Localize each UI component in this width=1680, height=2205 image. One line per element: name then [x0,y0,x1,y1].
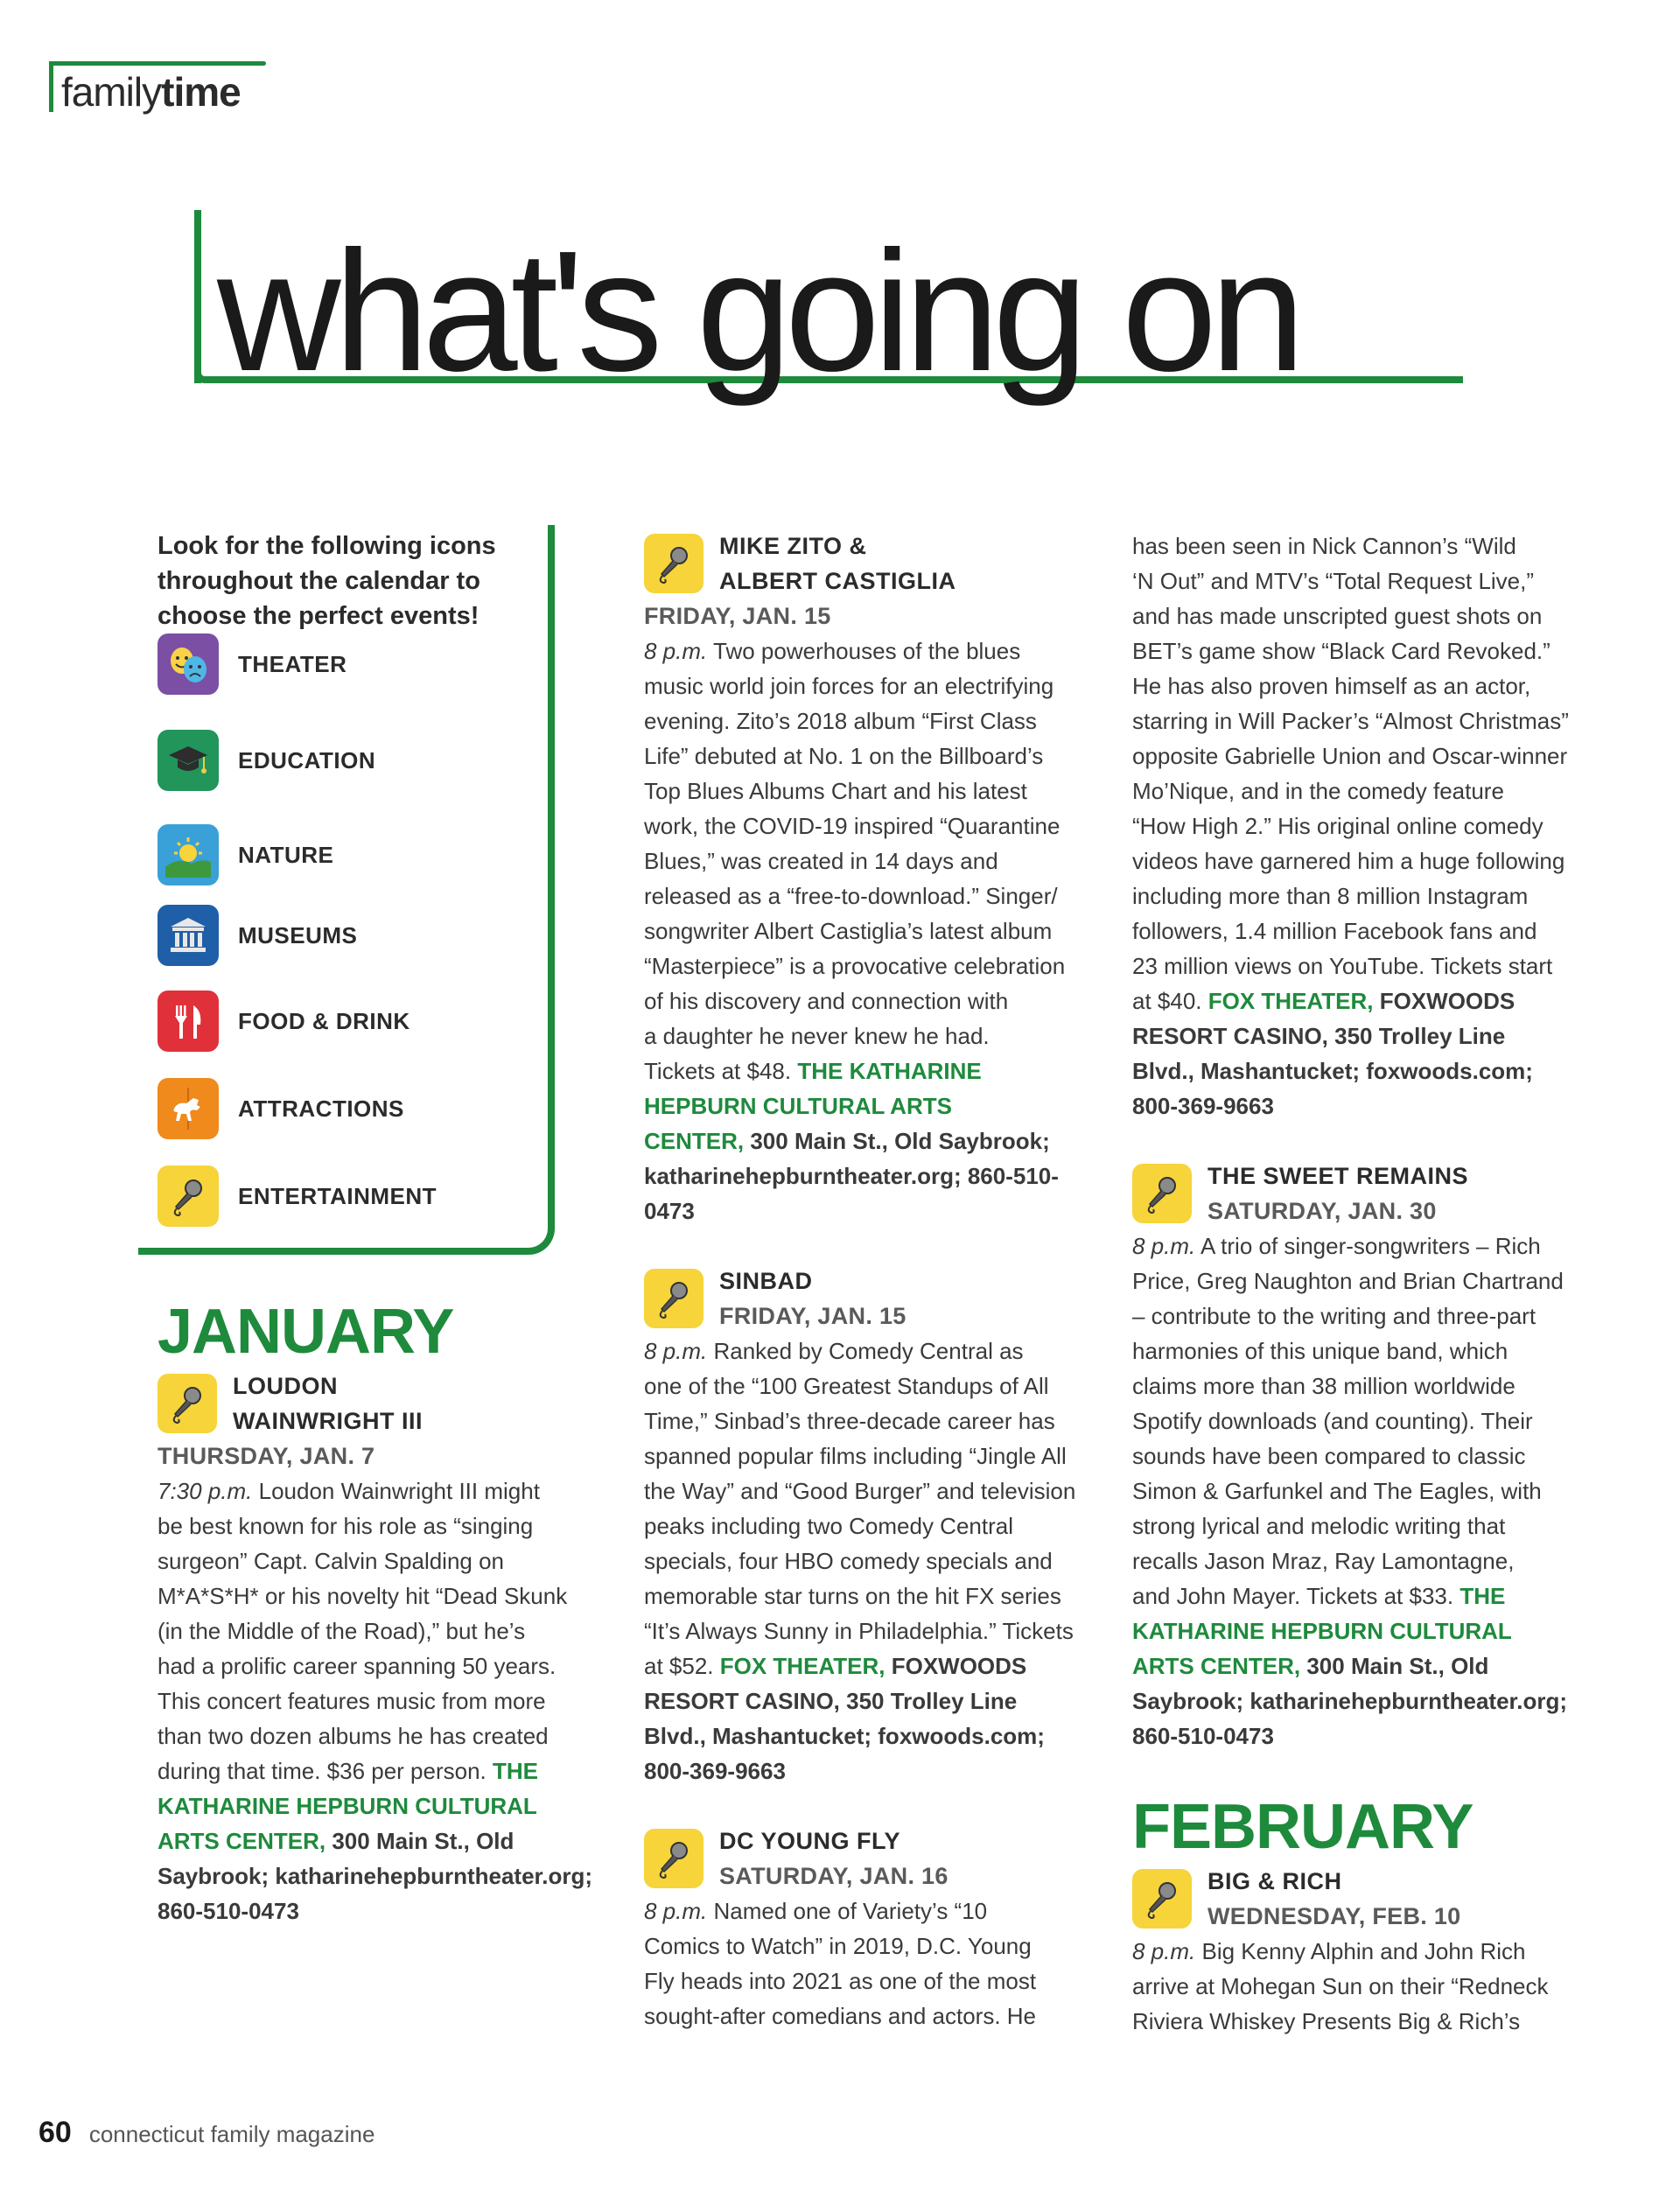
month-heading-january: JANUARY [158,1297,454,1367]
event-title [719,528,956,598]
event-description [644,634,1110,1228]
legend-nature [158,824,333,886]
body-line: songwriter Albert Castiglia’s latest album [644,918,1053,944]
body-line: Comics to Watch” in 2019, D.C. Young [644,1933,1032,1959]
body-line: claims more than 38 million worldwide [1132,1373,1516,1399]
body-line: “Masterpiece” is a provocative celebration [644,953,1066,979]
event-time: 8 p.m. [644,638,708,664]
body-line: “How High 2.” His original online comedy [1132,813,1544,839]
event-title [719,1824,948,1894]
event-date: WEDNESDAY, FEB. 10 [1208,1903,1461,1929]
column-3 [1132,528,1598,2039]
event-description [158,1474,623,1928]
venue-phone: 860-510-0473 [1132,1723,1274,1749]
event-title-line: ALBERT CASTIGLIA [719,568,956,594]
legend-entertainment [158,1166,437,1227]
legend-label-entertainment: ENTERTAINMENT [238,1183,438,1209]
fork-knife-icon [158,990,219,1052]
body-line: Simon & Garfunkel and The Eagles, with [1132,1478,1542,1504]
event-time: 8 p.m. [1132,1233,1196,1259]
body-line: ‘N Out” and MTV’s “Total Request Live,” [1132,568,1535,594]
section-label-text [61,68,241,116]
body-line: peaks including two Comedy Central [644,1513,1013,1539]
event-zito [644,528,1110,1228]
event-header [158,1368,623,1438]
headline-bracket [194,210,201,383]
venue-address: 300 Main St., Old Saybrook; [744,1128,1050,1154]
section-label-bold: time [161,69,241,115]
section-label-bracket [49,61,53,112]
event-time: 8 p.m. [1132,1938,1196,1964]
body-text: at $52. [644,1653,720,1679]
body-line: Mo’Nique, and in the comedy feature [1132,778,1504,804]
event-header [644,1264,1110,1334]
venue-name: KATHARINE HEPBURN CULTURAL [158,1793,537,1819]
body-line: released as a “free-to-download.” Singer/ [644,883,1058,909]
body-line: BET’s game show “Black Card Revoked.” [1132,638,1550,664]
body-line: He has also proven himself as an actor, [1132,673,1531,699]
body-line: recalls Jason Mraz, Ray Lamontagne, [1132,1548,1515,1574]
body-line: music world join forces for an electrifying [644,673,1054,699]
microphone-icon [644,1829,704,1888]
body-line: be best known for his role as “singing [158,1513,534,1539]
venue-website: Blvd., Mashantucket; foxwoods.com; [1132,1058,1533,1084]
venue-name: ARTS CENTER, [1132,1653,1301,1679]
body-line: Price, Greg Naughton and Brian Chartrand [1132,1268,1564,1294]
event-title [719,1264,906,1334]
body-line: work, the COVID-19 inspired “Quarantine [644,813,1060,839]
event-sinbad [644,1264,1110,1788]
event-sweet-remains [1132,1158,1598,1754]
legend-intro: Look for the following icons throughout the calendar to choose the perfect events! [158,532,496,630]
body-line: sounds have been compared to classic [1132,1443,1526,1469]
venue-name: ARTS CENTER, [158,1828,326,1854]
event-title-line: BIG & RICH [1208,1868,1342,1894]
venue-name: THE [1460,1583,1506,1609]
venue-address: FOXWOODS [1373,988,1516,1014]
body-line: 23 million views on YouTube. Tickets start [1132,953,1553,979]
section-label-rule [49,61,266,66]
microphone-icon [1132,1869,1192,1928]
body-line: of his discovery and connection with [644,988,1009,1014]
body-text: and John Mayer. Tickets at $33. [1132,1583,1460,1609]
body-text: during that time. $36 per person. [158,1758,494,1784]
venue-website: Saybrook; katharinehepburntheater.org; [1132,1688,1567,1714]
body-line: Spotify downloads (and counting). Their [1132,1408,1533,1434]
venue-address: RESORT CASINO, 350 Trolley Line [644,1688,1018,1714]
legend-label-museums: MUSEUMS [238,922,358,948]
event-description [1132,1228,1598,1754]
body-line: videos have garnered him a huge following [1132,848,1565,874]
body-text: Loudon Wainwright III might [252,1478,540,1504]
theater-masks-icon [158,634,219,695]
event-big-rich [1132,1864,1598,2039]
event-dc-young-fly-continued [1132,528,1598,1124]
event-header [1132,1158,1598,1228]
body-text: Ranked by Comedy Central as [707,1338,1024,1364]
event-time: 8 p.m. [644,1338,708,1364]
body-line: Top Blues Albums Chart and his latest [644,778,1027,804]
column-2 [644,528,1110,2034]
body-line: This concert features music from more [158,1688,546,1714]
page-footer [38,2116,374,2150]
microphone-icon [158,1374,217,1433]
microphone-icon [158,1166,219,1227]
legend-museums [158,905,357,966]
event-title [1208,1864,1460,1934]
section-label-light: family [61,69,162,115]
event-title-line: DC YOUNG FLY [719,1828,901,1854]
body-line: sought-after comedians and actors. He [644,2003,1037,2029]
event-title-line: LOUDON [233,1373,338,1399]
event-header [644,528,1110,598]
event-description [644,1334,1110,1788]
body-line: had a prolific career spanning 50 years. [158,1653,556,1679]
venue-name: KATHARINE HEPBURN CULTURAL [1132,1618,1512,1644]
venue-address: FOXWOODS [885,1653,1027,1679]
body-line: and has made unscripted guest shots on [1132,603,1543,629]
body-line: strong lyrical and melodic writing that [1132,1513,1506,1539]
microphone-icon [644,1269,704,1328]
event-description [1132,1934,1598,2039]
legend-theater [158,634,346,695]
venue-phone: 800-369-9663 [644,1758,786,1784]
event-title [233,1368,423,1438]
event-loudon [158,1368,623,1928]
venue-phone: 860-510-0473 [158,1898,299,1924]
museum-building-icon [158,905,219,966]
legend-label-theater: THEATER [238,651,347,677]
body-text: Big Kenny Alphin and John Rich [1195,1938,1526,1964]
venue-name: CENTER, [644,1128,745,1154]
body-line: harmonies of this unique band, which [1132,1338,1508,1364]
body-line: opposite Gabrielle Union and Oscar-winner [1132,743,1568,769]
body-line: specials, four HBO comedy specials and [644,1548,1053,1574]
legend-education [158,730,375,791]
event-date: FRIDAY, JAN. 15 [644,603,831,629]
page-number: 60 [38,2116,72,2149]
body-line: Riviera Whiskey Presents Big & Rich’s [1132,2008,1521,2034]
venue-name: HEPBURN CULTURAL ARTS [644,1093,952,1119]
body-line: Life” debuted at No. 1 on the Billboard’s [644,743,1044,769]
venue-website: katharinehepburntheater.org; 860-510- [644,1163,1059,1189]
body-line: starring in Will Packer’s “Almost Christmas” [1132,708,1569,734]
body-line: arrive at Mohegan Sun on their “Redneck [1132,1973,1549,1999]
body-line: M*A*S*H* or his novelty hit “Dead Skunk [158,1583,568,1609]
microphone-icon [1132,1164,1192,1223]
venue-name: THE KATHARINE [797,1058,982,1084]
legend-label-education: EDUCATION [238,747,376,774]
venue-address: RESORT CASINO, 350 Trolley Line [1132,1023,1506,1049]
event-dc-young-fly [644,1824,1110,2034]
event-date: SATURDAY, JAN. 16 [719,1863,948,1889]
body-line: one of the “100 Greatest Standups of All [644,1373,1049,1399]
venue-address: Saybrook; katharinehepburntheater.org; [158,1863,592,1889]
event-title-line: SINBAD [719,1268,813,1294]
microphone-icon [644,534,704,593]
body-line: Blues,” was created in 14 days and [644,848,998,874]
legend-attractions [158,1078,404,1139]
event-title [1208,1158,1468,1228]
legend-label-food-drink: FOOD & DRINK [238,1008,410,1034]
body-line: memorable star turns on the hit FX series [644,1583,1061,1609]
carousel-horse-icon [158,1078,219,1139]
body-text: at $40. [1132,988,1208,1014]
event-date: FRIDAY, JAN. 15 [719,1303,906,1329]
body-line: including more than 8 million Instagram [1132,883,1529,909]
body-text: Named one of Variety’s “10 [707,1898,988,1924]
body-line: spanned popular films including “Jingle All [644,1443,1067,1469]
venue-name: FOX THEATER, [1208,988,1374,1014]
legend-label-nature: NATURE [238,842,334,868]
body-text: A trio of singer-songwriters – Rich [1195,1233,1541,1259]
sun-hills-icon [158,824,219,886]
graduation-cap-icon [158,730,219,791]
event-date: SATURDAY, JAN. 30 [1208,1198,1437,1224]
body-line: than two dozen albums he has created [158,1723,549,1749]
body-line: a daughter he never knew he had. [644,1023,990,1049]
body-line: “It’s Always Sunny in Philadelphia.” Tickets [644,1618,1074,1644]
body-line: has been seen in Nick Cannon’s “Wild [1132,533,1516,559]
column-1 [158,528,623,1928]
event-time: 8 p.m. [644,1898,708,1924]
magazine-name: connecticut family magazine [88,2121,375,2147]
body-line: evening. Zito’s 2018 album “First Class [644,708,1037,734]
event-title-line: MIKE ZITO & [719,533,867,559]
venue-address: 300 Main St., Old [1300,1653,1489,1679]
venue-phone: 0473 [644,1198,695,1224]
legend-food-drink [158,990,410,1052]
event-description [644,1894,1110,2034]
body-line: surgeon” Capt. Calvin Spalding on [158,1548,505,1574]
body-line: the Way” and “Good Burger” and television [644,1478,1076,1504]
body-line: followers, 1.4 million Facebook fans and [1132,918,1537,944]
event-time: 7:30 p.m. [158,1478,253,1504]
venue-name: FOX THEATER, [719,1653,886,1679]
event-date: THURSDAY, JAN. 7 [158,1443,375,1469]
body-line: Time,” Sinbad’s three-decade career has [644,1408,1055,1434]
body-text: Tickets at $48. [644,1058,798,1084]
legend-label-attractions: ATTRACTIONS [238,1096,404,1122]
body-line: – contribute to the writing and three-part [1132,1303,1536,1329]
event-title-line: THE SWEET REMAINS [1208,1163,1469,1189]
event-header [1132,1864,1598,1934]
venue-address: 300 Main St., Old [326,1828,514,1854]
page-title: what's going on [217,215,1298,407]
venue-phone: 800-369-9663 [1132,1093,1274,1119]
event-header [644,1824,1110,1894]
venue-website: Blvd., Mashantucket; foxwoods.com; [644,1723,1045,1749]
venue-name: THE [493,1758,539,1784]
icon-legend [158,634,623,1211]
body-line: Fly heads into 2021 as one of the most [644,1968,1037,1994]
body-line: (in the Middle of the Road),” but he’s [158,1618,526,1644]
body-text: Two powerhouses of the blues [707,638,1021,664]
event-title-line: WAINWRIGHT III [233,1408,423,1434]
month-heading-february: FEBRUARY [1132,1792,1474,1862]
